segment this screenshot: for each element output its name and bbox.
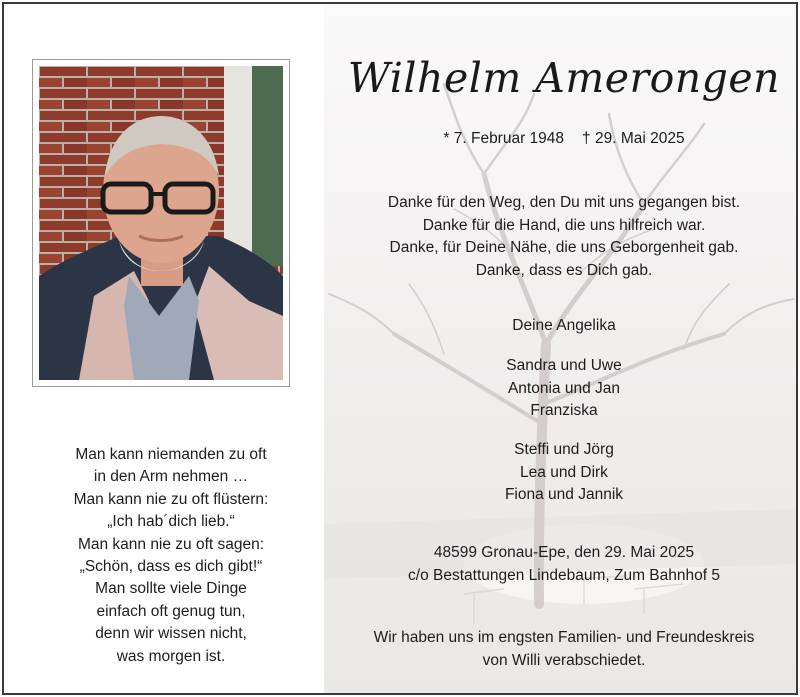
family-member: Sandra und Uwe: [506, 357, 622, 374]
thanks-line: Danke, für Deine Nähe, die uns Geborgenheit gab.: [389, 239, 739, 256]
poem-line: Man kann nie zu oft flüstern:: [73, 490, 269, 508]
family-member: Fiona und Jannik: [504, 486, 624, 503]
poem-line: was morgen ist.: [116, 647, 226, 665]
death-date: † 29. Mai 2025: [582, 130, 685, 147]
thanks-line: Danke, dass es Dich gab.: [475, 261, 653, 279]
thanks-verse: [332, 192, 796, 282]
poem-line: denn wir wissen nicht,: [95, 625, 247, 643]
poem-line: Man kann niemanden zu oft: [75, 446, 267, 463]
family-group-1: [332, 355, 796, 423]
portrait-photo-frame: [32, 59, 290, 387]
tree-background: [324, 4, 796, 693]
poem-line: in den Arm nehmen …: [93, 468, 249, 486]
deceased-name: Wilhelm Amerongen: [347, 54, 781, 102]
poem-line: „Ich hab´dich lieb.“: [107, 513, 235, 531]
thanks-line: Danke für die Hand, die uns hilfreich war.: [422, 216, 706, 234]
funeral-home-address: c/o Bestattungen Lindebaum, Zum Bahnhof 5: [408, 566, 720, 584]
poem-line: „Schön, dass es dich gibt!“: [79, 558, 263, 576]
family-member: Antonia und Jan: [507, 379, 621, 397]
life-dates: [332, 130, 796, 148]
family-member: Franziska: [530, 402, 598, 419]
poem-line: Man sollte viele Dinge: [95, 580, 247, 598]
thanks-line: Danke für den Weg, den Du mit uns gegangen bist.: [387, 194, 741, 211]
spouse-signature: [332, 315, 796, 338]
family-group-2: [332, 439, 796, 507]
place-and-address: [332, 542, 796, 587]
family-member: Lea und Dirk: [520, 463, 608, 481]
farewell-line: von Willi verabschiedet.: [482, 651, 646, 669]
memorial-poem: [26, 444, 316, 668]
spouse-name: Deine Angelika: [512, 317, 616, 334]
portrait-photo: [39, 66, 283, 380]
poem-line: Man kann nie zu oft sagen:: [77, 535, 265, 553]
birth-date: * 7. Februar 1948: [443, 130, 565, 147]
farewell-line: Wir haben uns im engsten Familien- und Freundeskreis: [373, 629, 755, 646]
place-date: 48599 Gronau-Epe, den 29. Mai 2025: [433, 544, 695, 561]
family-member: Steffi und Jörg: [514, 441, 614, 458]
obituary-card: [2, 2, 798, 695]
farewell-note: [332, 627, 796, 672]
poem-line: einfach oft genug tun,: [96, 602, 246, 620]
